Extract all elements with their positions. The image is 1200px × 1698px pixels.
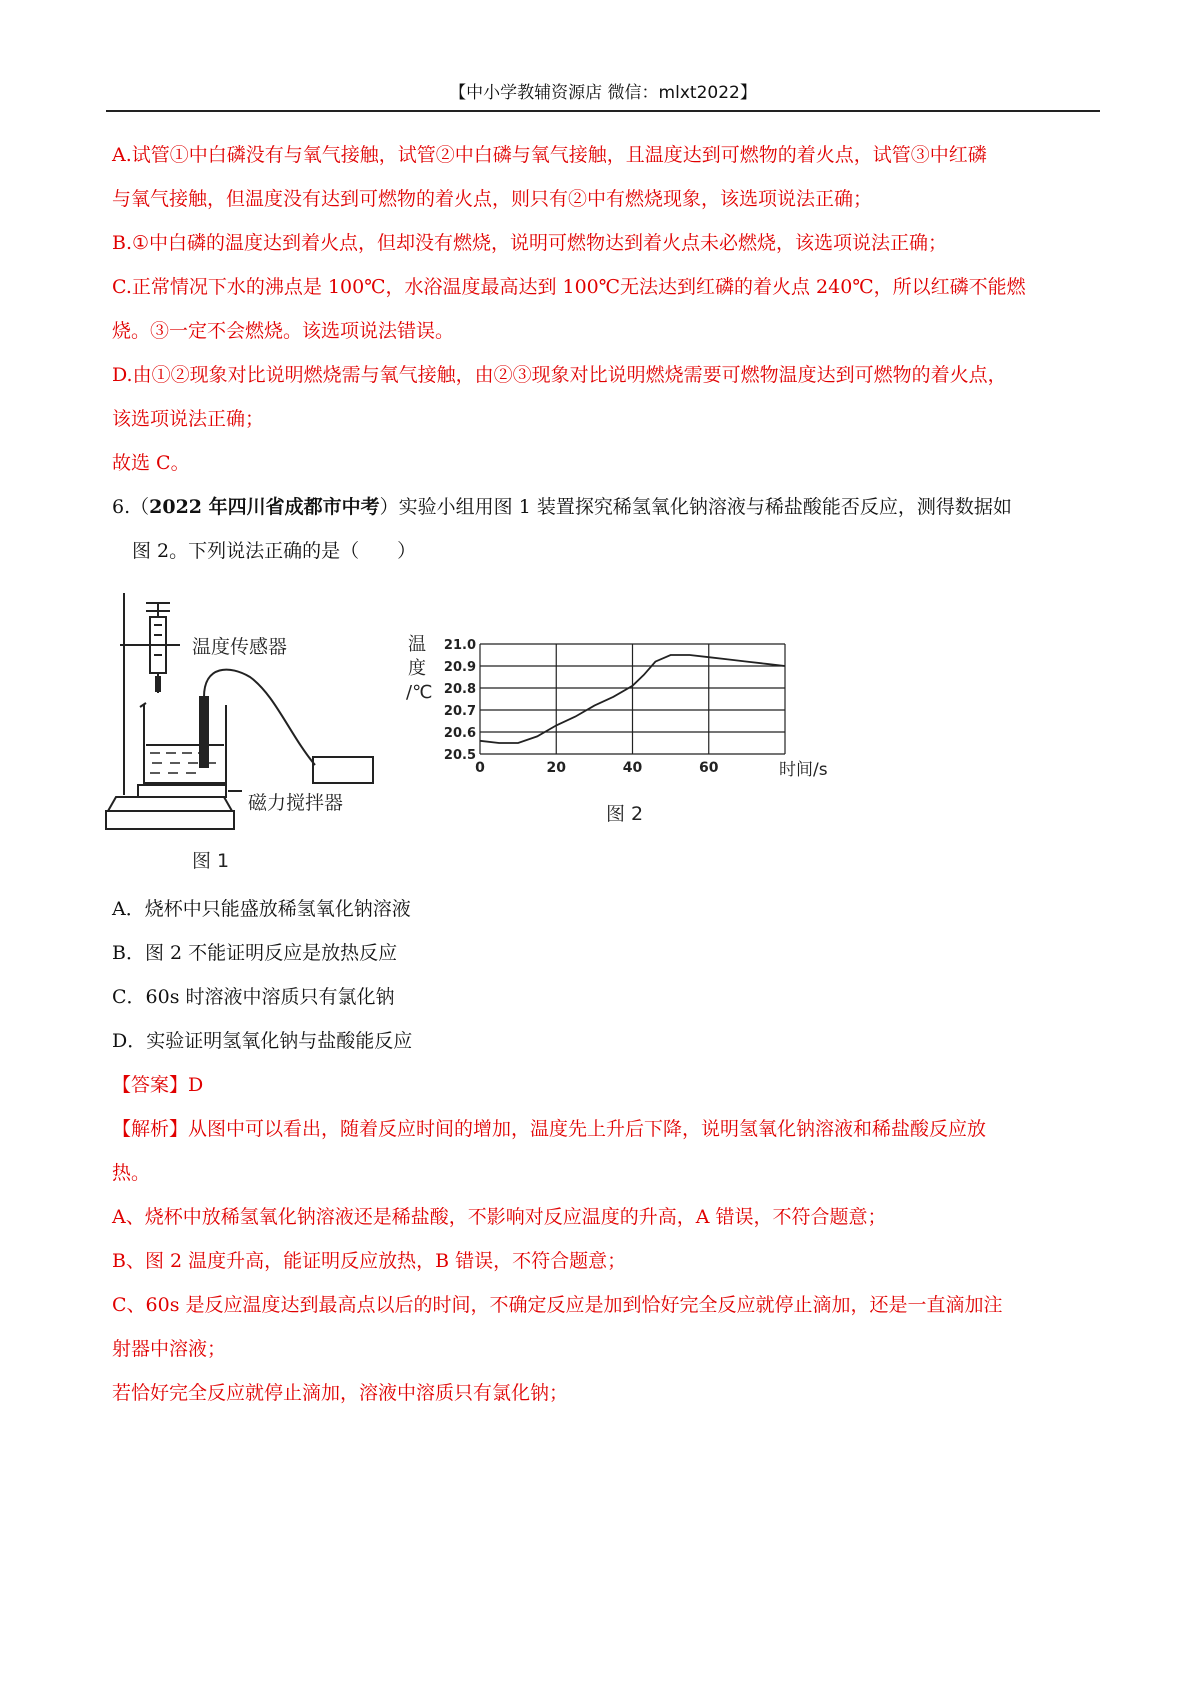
answer-label: 【答案】 (112, 1074, 189, 1096)
option-b: B．图 2 不能证明反应是放热反应 (112, 942, 398, 964)
data-logger (313, 757, 373, 783)
analysis-prev-a-line1: A.试管①中白磷没有与氧气接触，试管②中白磷与氧气接触，且温度达到可燃物的着火点，试管③中红磷 (112, 144, 987, 166)
label-temperature-sensor: 温度传感器 (192, 636, 288, 658)
analysis-prev-a-line2: 与氧气接触，但温度没有达到可燃物的着火点，则只有②中有燃烧现象，该选项说法正确； (112, 188, 873, 210)
y-axis-label-char1: 温 (408, 634, 426, 655)
answer-value: D (188, 1074, 204, 1096)
analysis-a: A、烧杯中放稀氢氧化钠溶液还是稀盐酸，不影响对反应温度的升高，A 错误，不符合题意； (112, 1206, 887, 1228)
analysis-prev-choice: 故选 C。 (112, 452, 190, 474)
header-divider (106, 110, 1100, 112)
y-tick-label: 21.0 (443, 638, 476, 653)
question-stem-line2: 图 2。下列说法正确的是（ ） (132, 540, 417, 562)
x-axis-label: 时间/s (779, 760, 828, 780)
question-stem-text: 实验小组用图 1 装置探究稀氢氧化钠溶液与稀盐酸能否反应，测得数据如 (398, 496, 1012, 518)
analysis-c-line3: 若恰好完全反应就停止滴加，溶液中溶质只有氯化钠； (112, 1382, 569, 1404)
analysis-prev-d-line2: 该选项说法正确； (112, 408, 265, 430)
page-header: 【中小学教辅资源店 微信：mlxt2022】 (449, 83, 757, 103)
option-a: A．烧杯中只能盛放稀氢氧化钠溶液 (112, 898, 411, 920)
y-tick-label: 20.8 (443, 682, 476, 697)
y-tick-label: 20.5 (443, 748, 476, 763)
analysis-intro-text: 从图中可以看出，随着反应时间的增加，温度先上升后下降，说明氢氧化钠溶液和稀盐酸反应放 (188, 1118, 987, 1140)
figure1-apparatus (100, 585, 440, 885)
stand-base (106, 811, 234, 829)
y-axis-label-unit: /℃ (406, 682, 433, 703)
analysis-b: B、图 2 温度升高，能证明反应放热，B 错误，不符合题意； (112, 1250, 627, 1272)
figure1-caption: 图 1 (192, 850, 230, 872)
question-stem-line1 (112, 494, 1012, 520)
figure2-chart (406, 630, 828, 780)
analysis-c-line2: 射器中溶液； (112, 1338, 227, 1360)
analysis-label: 【解析】 (112, 1118, 189, 1140)
analysis-prev-b: B.①中白磷的温度达到着火点，但却没有燃烧，说明可燃物达到着火点未必燃烧，该选项说法正确； (112, 232, 948, 254)
question-source: 2022 年四川省成都市中考 (149, 496, 380, 518)
analysis-prev-c-line2: 烧。③一定不会燃烧。该选项说法错误。 (112, 320, 455, 342)
analysis-intro-line1 (112, 1116, 986, 1142)
x-tick-label: 60 (699, 760, 719, 776)
question-source-close: ） (379, 496, 399, 518)
x-tick-label: 20 (546, 760, 566, 776)
option-c: C．60s 时溶液中溶质只有氯化钠 (112, 986, 395, 1008)
temperature-probe (200, 697, 208, 767)
question-number: 6.（ (112, 496, 150, 518)
x-tick-label: 40 (622, 760, 643, 776)
analysis-intro-line2: 热。 (112, 1162, 151, 1184)
answer-line (112, 1072, 203, 1098)
y-axis-label-char2: 度 (408, 658, 426, 679)
figure2-caption: 图 2 (606, 803, 644, 825)
y-tick-label: 20.6 (443, 726, 476, 741)
option-d: D．实验证明氢氧化钠与盐酸能反应 (112, 1030, 413, 1052)
magnetic-stirrer (138, 785, 226, 797)
label-magnetic-stirrer: 磁力搅拌器 (248, 792, 344, 814)
y-tick-label: 20.7 (443, 704, 476, 719)
y-tick-label: 20.9 (443, 660, 476, 675)
sensor-cable (204, 670, 315, 765)
analysis-c-line1: C、60s 是反应温度达到最高点以后的时间，不确定反应是加到恰好完全反应就停止滴加，还是一直滴加注 (112, 1294, 1003, 1316)
analysis-prev-d-line1: D.由①②现象对比说明燃烧需与氧气接触，由②③现象对比说明燃烧需要可燃物温度达到可燃物的着火点， (112, 364, 1007, 386)
x-tick-label: 0 (475, 760, 485, 776)
analysis-prev-c-line1: C.正常情况下水的沸点是 100℃，水浴温度最高达到 100℃无法达到红磷的着火点 240℃，所以红磷不能燃 (112, 276, 1026, 298)
